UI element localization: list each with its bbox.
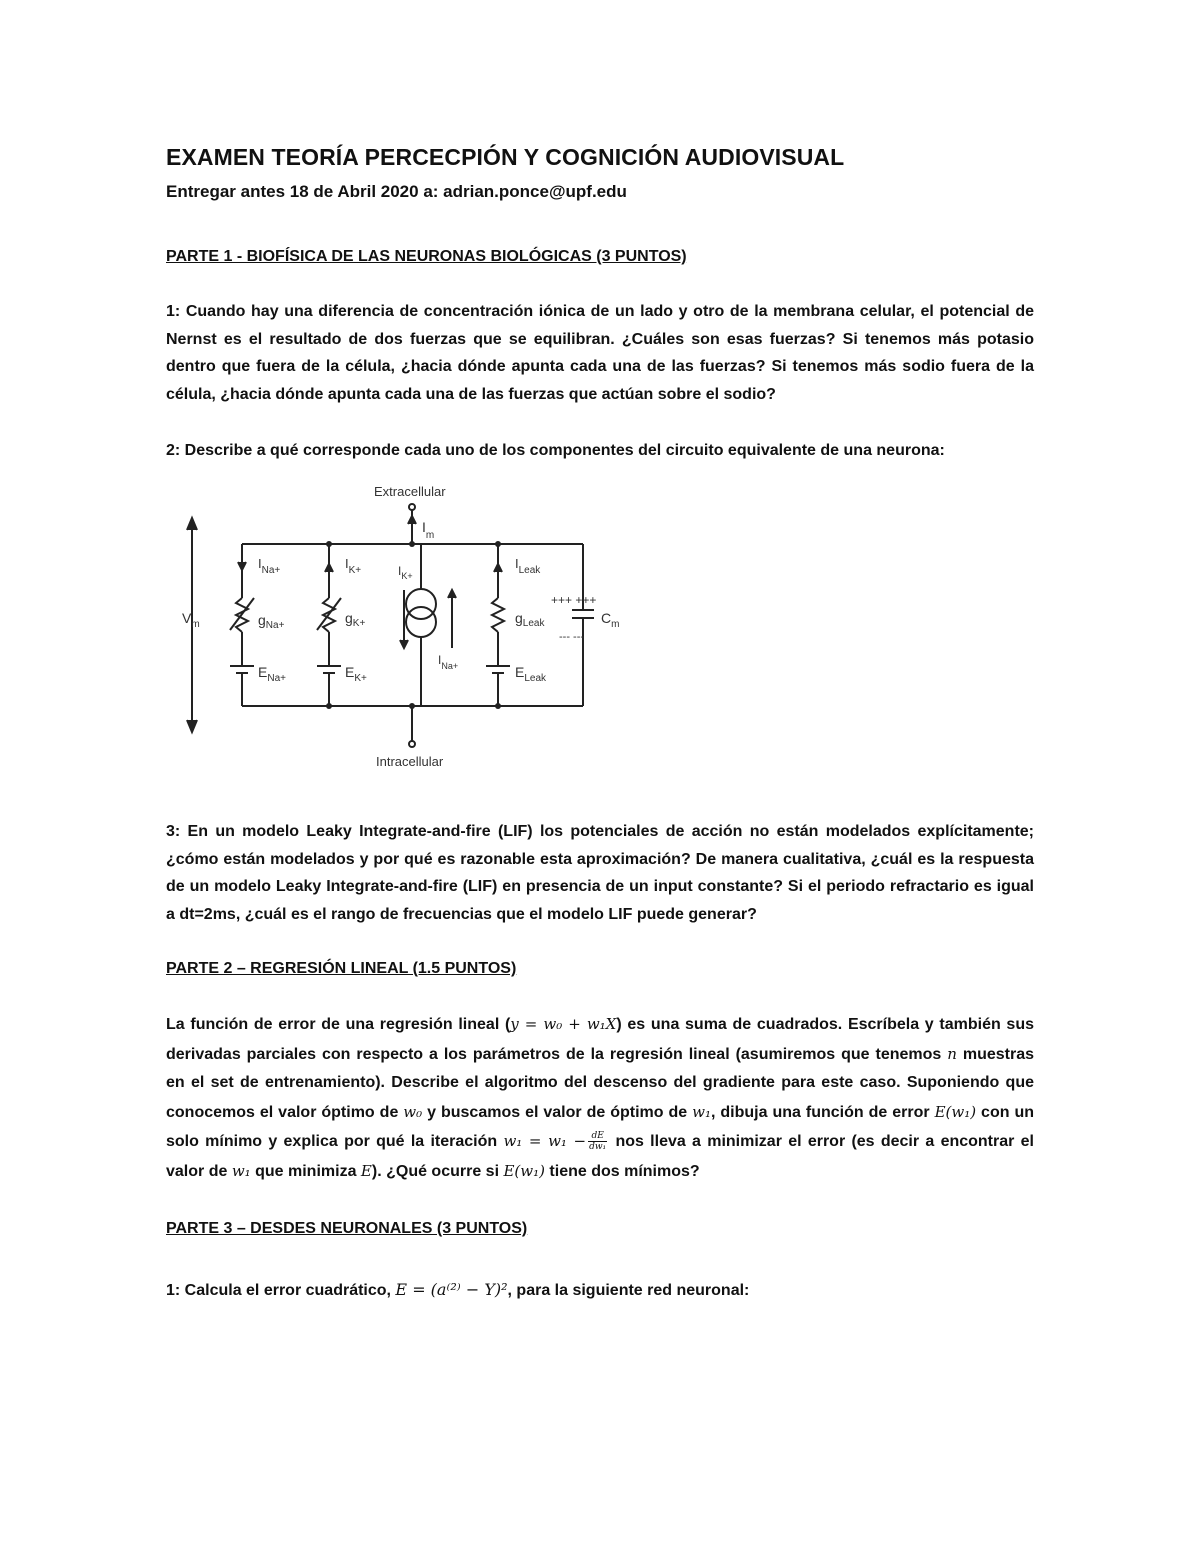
ek-label: $E_{K+}$	[345, 664, 367, 684]
part3-heading: PARTE 3 – DESDES NEURONALES (3 PUNTOS)	[166, 1220, 528, 1237]
part3-question-1: 1: Calcula el error cuadrático, E = (a⁽²⁾ − Y)², para la siguiente red neuronal:	[166, 1280, 750, 1299]
ena-label: $E_{Na+}$	[258, 664, 286, 684]
im-label: $I_m$	[422, 519, 435, 541]
neuron-circuit-diagram	[150, 470, 670, 780]
gk-label: $g_{K+}$	[345, 610, 366, 629]
question-3: 3: En un modelo Leaky Integrate-and-fire (LIF) los potenciales de acción no están modelados explícitamente; ¿cómo están modelados y por qué es razonable esta aproximación? De manera cualitativa, ¿cuál es la respuesta de un modelo Leaky Integrate-and-fire (LIF) en presencia de un input constante? Si el periodo refractario es igual a dt=2ms, ¿cuál es el rango de frecuencias que el modelo LIF puede generar?	[166, 823, 1034, 923]
capacitor-minus-label: --- ---	[559, 631, 585, 643]
question-1: 1: Cuando hay una diferencia de concentración iónica de un lado y otro de la membrana celular, el potencial de Nernst es el resultado de dos fuerzas que se equilibran. ¿Cuáles son esas fuerzas? Si tenemos más potasio dentro que fuera de la célula, ¿hacia dónde apunta cada una de las fuerzas? Si tenemos más sodio fuera de la célula, ¿hacia dónde apunta cada una de las fuerzas que actúan sobre el sodio?	[166, 303, 1034, 403]
gleak-label: $g_{Leak}$	[515, 610, 545, 629]
part1-heading: PARTE 1 - BIOFÍSICA DE LAS NEURONAS BIOLÓGICAS (3 PUNTOS)	[166, 248, 687, 265]
vm-label: $V_m$	[182, 610, 200, 630]
page-title: EXAMEN TEORÍA PERCECPIÓN Y COGNICIÓN AUDIOVISUAL	[166, 144, 845, 170]
intracellular-label: Intracellular	[376, 754, 444, 769]
ik-label: $I_{K+}$	[345, 556, 362, 576]
regression-equation: y = w₀ + w₁X	[510, 1015, 617, 1033]
gna-label: $g_{Na+}$	[258, 612, 285, 631]
capacitor-plus-label: +++ +++	[551, 593, 597, 607]
submission-note: Entregar antes 18 de Abril 2020 a: adrian.ponce@upf.edu	[166, 182, 627, 201]
part2-heading: PARTE 2 – REGRESIÓN LINEAL (1.5 PUNTOS)	[166, 960, 517, 977]
sample-count-symbol: n	[947, 1044, 957, 1063]
extracellular-label: Extracellular	[374, 484, 446, 499]
pump-ina-label: $I_{Na+}$	[438, 653, 459, 671]
question-2: 2: Describe a qué corresponde cada uno de los componentes del circuito equivalente de una neurona:	[166, 442, 945, 459]
cm-label: $C_m$	[601, 610, 620, 630]
ileak-label: $I_{Leak}$	[515, 556, 541, 576]
part2-question: La función de error de una regresión lineal (y = w₀ + w₁X) es una suma de cuadrados. Escríbela y también sus derivadas parciales con respecto a los parámetros de la regresión lineal (asumiremos que tenemos n muestras en el set de entrenamiento). Describe el algoritmo del descenso del gradiente para este caso. Suponiendo que conocemos el valor óptimo de w₀ y buscamos el valor de óptimo de w₁, dibuja una función de error E(w₁) con un solo mínimo y explica por qué la iteración w₁ = w₁ − $\frac{dE}{\text{dw₁}}$ nos lleva a minimizar el error (es decir a encontrar el valor de w₁ que minimiza E). ¿Qué ocurre si E(w₁) tiene dos mínimos?	[166, 1015, 1034, 1180]
gradient-iteration: w₁ = w₁ −	[503, 1132, 587, 1150]
pump-ik-label: $I_{K+}$	[398, 564, 413, 581]
derivative-fraction: $\frac{dE}{\text{dw₁}}$	[589, 1131, 607, 1153]
squared-error-equation: E = (a⁽²⁾ − Y)²	[395, 1280, 508, 1299]
ina-label: $I_{Na+}$	[258, 556, 281, 576]
eleak-label: $E_{Leak}$	[515, 664, 547, 684]
